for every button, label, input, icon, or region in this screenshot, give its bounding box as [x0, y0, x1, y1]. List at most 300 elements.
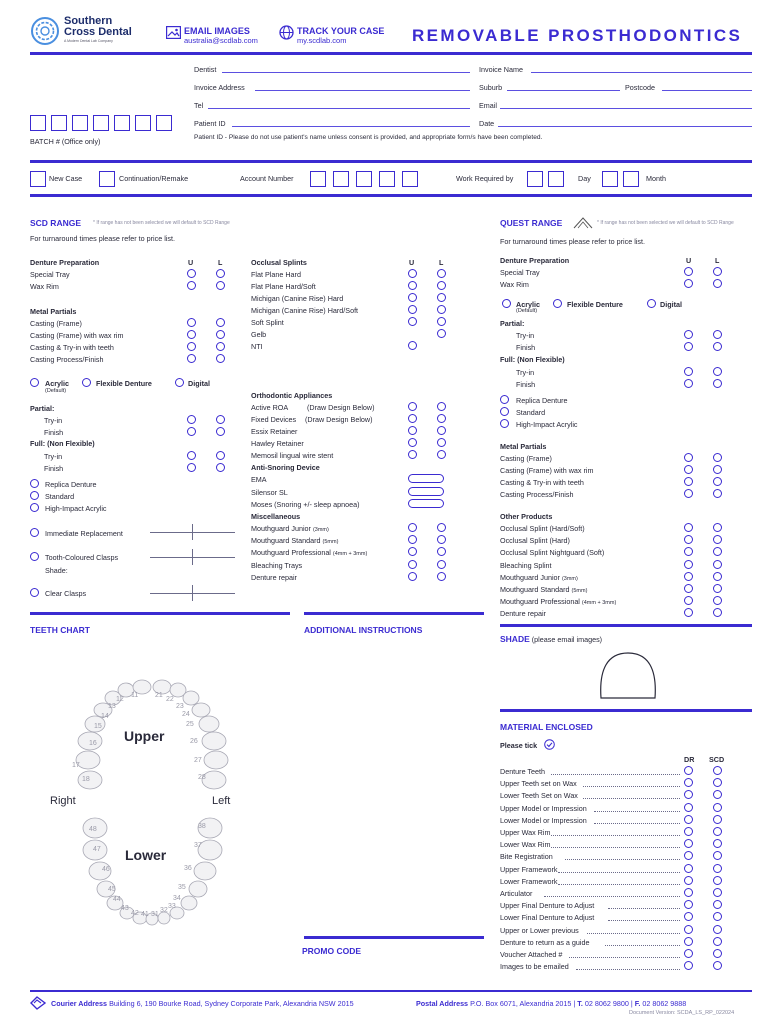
occ-nti: NTI: [251, 342, 263, 351]
month-box-2[interactable]: [623, 171, 639, 187]
scd-partial-finish-u[interactable]: [187, 427, 196, 436]
scd-casting-frame-u[interactable]: [187, 318, 196, 327]
quest-os-night: Occlusal Splint Nightguard (Soft): [500, 548, 605, 557]
scd-shade-label: Shade:: [45, 566, 68, 575]
quest-standard-radio[interactable]: [500, 407, 509, 416]
material-item-label: Lower Final Denture to Adjust: [500, 913, 595, 923]
quest-acrylic-radio[interactable]: [502, 299, 511, 308]
occ-soft-splint-u[interactable]: [408, 317, 417, 326]
material-item-dr-checkbox[interactable]: [684, 925, 693, 934]
promo-code-field[interactable]: [380, 944, 484, 958]
scd-casting-finish-l[interactable]: [216, 354, 225, 363]
quest-partial-tryin-u[interactable]: [684, 330, 693, 339]
invoice-address-label: Invoice Address: [194, 83, 245, 92]
quest-repair-l[interactable]: [713, 608, 722, 617]
material-item-dr-checkbox[interactable]: [684, 949, 693, 958]
misc-heading: Miscellaneous: [251, 512, 301, 521]
ortho-heading: Orthodontic Appliances: [251, 391, 333, 400]
misc-mg-pro: Mouthguard Professional (4mm + 3mm): [251, 548, 368, 557]
tooth-25: 25: [186, 721, 194, 728]
material-item-scd-checkbox[interactable]: [713, 839, 722, 848]
quest-u-heading: U: [686, 256, 692, 265]
misc-mg-junior-u[interactable]: [408, 523, 417, 532]
quest-mg-junior-u[interactable]: [684, 572, 693, 581]
quest-os-hard-soft-l[interactable]: [713, 523, 722, 532]
quest-partial-tryin-l[interactable]: [713, 330, 722, 339]
quest-mg-standard-l[interactable]: [713, 584, 722, 593]
material-item-scd-checkbox[interactable]: [713, 778, 722, 787]
quest-mg-standard: Mouthguard Standard (5mm): [500, 585, 588, 594]
material-item-dr-checkbox[interactable]: [684, 851, 693, 860]
ortho-memosil-l[interactable]: [437, 450, 446, 459]
quest-logo-icon: [572, 216, 594, 230]
track-globe-icon: [279, 25, 294, 40]
material-item-dr-checkbox[interactable]: [684, 827, 693, 836]
tooth-22: 22: [166, 696, 174, 703]
quest-os-hard-l[interactable]: [713, 535, 722, 544]
email-images-label: EMAIL IMAGES: [184, 26, 250, 36]
scd-special-tray-l[interactable]: [216, 269, 225, 278]
scd-high-impact-radio[interactable]: [30, 503, 39, 512]
month-box-1[interactable]: [602, 171, 618, 187]
scd-flexible-radio[interactable]: [82, 378, 91, 387]
material-item-dr-checkbox[interactable]: [684, 790, 693, 799]
ortho-memosil-u[interactable]: [408, 450, 417, 459]
scd-casting-frame: Casting (Frame): [30, 319, 82, 328]
occ-mich-hard-soft-u[interactable]: [408, 305, 417, 314]
patient-id-field[interactable]: [232, 126, 470, 127]
quest-mg-pro-u[interactable]: [684, 596, 693, 605]
ortho-memosil: Memosil lingual wire stent: [251, 451, 334, 460]
tooth-11: 11: [131, 692, 139, 699]
date-field[interactable]: [498, 126, 752, 127]
scd-wax-rim-u[interactable]: [187, 281, 196, 290]
left-label: Left: [212, 795, 231, 807]
quest-casting-frame-l[interactable]: [713, 453, 722, 462]
scd-full-finish: Finish: [44, 464, 64, 473]
occ-mich-hard-u[interactable]: [408, 293, 417, 302]
quest-turnaround: For turnaround times please refer to price list.: [500, 237, 646, 246]
tel-field[interactable]: [208, 108, 470, 109]
ortho-fixed-l[interactable]: [437, 414, 446, 423]
suburb-field[interactable]: [507, 90, 620, 91]
material-item-dr-checkbox[interactable]: [684, 876, 693, 885]
work-required-label: Work Required by: [456, 174, 514, 183]
quest-casting-wax-u[interactable]: [684, 465, 693, 474]
quest-repair-u[interactable]: [684, 608, 693, 617]
image-icon: [166, 26, 181, 39]
material-item-dotline: [551, 774, 680, 775]
day-box-2[interactable]: [548, 171, 564, 187]
tooth-35: 35: [178, 884, 186, 891]
additional-instructions-area[interactable]: [304, 640, 484, 932]
misc-bleaching-l[interactable]: [437, 560, 446, 569]
account-box-1[interactable]: [310, 171, 326, 187]
material-item-dr-checkbox[interactable]: [684, 912, 693, 921]
quest-bleaching-l[interactable]: [713, 560, 722, 569]
tooth-23: 23: [176, 703, 184, 710]
tooth-15: 15: [94, 723, 102, 730]
material-item-scd-checkbox[interactable]: [713, 815, 722, 824]
batch-box-5[interactable]: [114, 115, 130, 131]
scd-partial-tryin-l[interactable]: [216, 415, 225, 424]
quest-special-tray-u[interactable]: [684, 267, 693, 276]
account-number-label: Account Number: [240, 174, 294, 183]
suburb-label: Suburb: [479, 83, 503, 92]
quest-range-note: * If range has not been selected we will default to SCD Range: [597, 220, 734, 226]
misc-mg-junior: Mouthguard Junior (3mm): [251, 524, 329, 533]
occ-soft-splint: Soft Splint: [251, 318, 284, 327]
quest-partial-finish: Finish: [516, 343, 536, 352]
occ-nti-u[interactable]: [408, 341, 417, 350]
material-item-scd-checkbox[interactable]: [713, 937, 722, 946]
material-item-label: Lower Teeth Set on Wax: [500, 791, 578, 801]
quest-os-night-l[interactable]: [713, 547, 722, 556]
material-item-dr-checkbox[interactable]: [684, 888, 693, 897]
scd-immediate-label: Immediate Replacement: [45, 529, 123, 538]
material-item-label: Images to be emailed: [500, 962, 569, 972]
quest-casting-tryin-l[interactable]: [713, 477, 722, 486]
quest-full-tryin-l[interactable]: [713, 367, 722, 376]
ortho-hawley-u[interactable]: [408, 438, 417, 447]
postcode-field[interactable]: [662, 90, 752, 91]
email-images-link[interactable]: australia@scdlab.com: [184, 36, 258, 45]
quest-high-impact-label: High-Impact Acrylic: [516, 420, 578, 429]
ortho-hawley-l[interactable]: [437, 438, 446, 447]
scd-acrylic-radio[interactable]: [30, 378, 39, 387]
dentist-field[interactable]: [222, 72, 470, 73]
scd-casting-tryin-l[interactable]: [216, 342, 225, 351]
promo-code-title: PROMO CODE: [302, 946, 362, 956]
tooth-42: 42: [131, 910, 139, 917]
batch-label: BATCH # (Office only): [30, 137, 101, 146]
material-item-dotline: [576, 969, 680, 970]
material-item-label: Denture to return as a guide: [500, 937, 590, 947]
material-item-dotline: [594, 823, 680, 824]
quest-wax-rim: Wax Rim: [500, 280, 529, 289]
scd-wax-rim: Wax Rim: [30, 282, 59, 291]
misc-bleaching-u[interactable]: [408, 560, 417, 569]
material-item-scd-checkbox[interactable]: [713, 961, 722, 970]
misc-bleaching: Bleaching Trays: [251, 561, 303, 570]
material-item-dr-checkbox[interactable]: [684, 864, 693, 873]
account-box-4[interactable]: [379, 171, 395, 187]
material-item-dr-checkbox[interactable]: [684, 766, 693, 775]
quest-full-finish-l[interactable]: [713, 379, 722, 388]
ortho-active-roa-u[interactable]: [408, 402, 417, 411]
quest-digital-radio[interactable]: [647, 299, 656, 308]
track-case-label: TRACK YOUR CASE: [297, 26, 385, 36]
material-scd-heading: SCD: [709, 755, 725, 764]
quest-acrylic-label: Acrylic: [516, 300, 540, 309]
quest-os-hard-u[interactable]: [684, 535, 693, 544]
ortho-essix-l[interactable]: [437, 426, 446, 435]
material-item-scd-checkbox[interactable]: [713, 851, 722, 860]
scd-standard-label: Standard: [45, 492, 75, 501]
logo-globe-icon: [30, 16, 60, 46]
track-case-link[interactable]: my.scdlab.com: [297, 36, 347, 45]
batch-box-6[interactable]: [135, 115, 151, 131]
tooth-13: 13: [108, 703, 116, 710]
quest-mg-junior-l[interactable]: [713, 572, 722, 581]
occ-flat-hard-u[interactable]: [408, 269, 417, 278]
material-item-scd-checkbox[interactable]: [713, 900, 722, 909]
tooth-32: 32: [160, 907, 168, 914]
anti-snoring-moses-option[interactable]: [408, 499, 444, 508]
material-item-dr-checkbox[interactable]: [684, 900, 693, 909]
promo-divider: [304, 936, 484, 939]
material-item-scd-checkbox[interactable]: [713, 803, 722, 812]
quest-wax-rim-l[interactable]: [713, 279, 722, 288]
shade-tooth-diagram[interactable]: [597, 650, 659, 702]
tooth-43: 43: [121, 905, 129, 912]
scd-flexible-label: Flexible Denture: [96, 379, 152, 388]
shade-divider: [500, 624, 752, 627]
scd-casting-finish-u[interactable]: [187, 354, 196, 363]
scd-full-tryin: Try-in: [44, 452, 63, 461]
occ-mich-hard-soft-l[interactable]: [437, 305, 446, 314]
scd-immediate-radio[interactable]: [30, 528, 39, 537]
misc-repair-l[interactable]: [437, 572, 446, 581]
scd-full-tryin-l[interactable]: [216, 451, 225, 460]
material-item-dr-checkbox[interactable]: [684, 961, 693, 970]
account-box-3[interactable]: [356, 171, 372, 187]
material-item-label: Upper Final Denture to Adjust: [500, 901, 595, 911]
case-divider: [30, 194, 752, 197]
quest-metal-partials-heading: Metal Partials: [500, 442, 547, 451]
quest-full-finish-u[interactable]: [684, 379, 693, 388]
tooth-18: 18: [82, 776, 90, 783]
quest-other-heading: Other Products: [500, 512, 553, 521]
material-item-dotline: [551, 835, 680, 836]
misc-repair: Denture repair: [251, 573, 297, 582]
invoice-address-field[interactable]: [255, 90, 470, 91]
upper-label: Upper: [124, 728, 165, 744]
quest-standard-label: Standard: [516, 408, 546, 417]
scd-u-heading: U: [188, 258, 194, 267]
quest-replica-radio[interactable]: [500, 395, 509, 404]
quest-casting-finish-l[interactable]: [713, 489, 722, 498]
material-item-scd-checkbox[interactable]: [713, 888, 722, 897]
material-item-scd-checkbox[interactable]: [713, 876, 722, 885]
tooth-48: 48: [89, 826, 97, 833]
quest-os-hard-soft-u[interactable]: [684, 523, 693, 532]
tooth-38: 38: [198, 823, 206, 830]
batch-box-3[interactable]: [72, 115, 88, 131]
quest-partial-finish-u[interactable]: [684, 342, 693, 351]
scd-casting-wax-l[interactable]: [216, 330, 225, 339]
email-field[interactable]: [500, 108, 752, 109]
occ-soft-splint-l[interactable]: [437, 317, 446, 326]
quest-special-tray-l[interactable]: [713, 267, 722, 276]
material-item-scd-checkbox[interactable]: [713, 827, 722, 836]
quest-flexible-label: Flexible Denture: [567, 300, 623, 309]
scd-standard-radio[interactable]: [30, 491, 39, 500]
scd-special-tray: Special Tray: [30, 270, 70, 279]
scd-immediate-divider: [192, 524, 193, 540]
tel-label: Tel: [194, 101, 204, 110]
quest-wax-rim-u[interactable]: [684, 279, 693, 288]
ortho-fixed: Fixed Devices: [251, 415, 297, 424]
quest-full-heading: Full: (Non Flexible): [500, 355, 565, 364]
material-item-dotline: [569, 957, 680, 958]
scd-casting-frame-l[interactable]: [216, 318, 225, 327]
scd-full-finish-l[interactable]: [216, 463, 225, 472]
account-box-5[interactable]: [402, 171, 418, 187]
tooth-17: 17: [72, 762, 80, 769]
anti-snoring-silensor: Silensor SL: [251, 488, 288, 497]
material-item-scd-checkbox[interactable]: [713, 925, 722, 934]
material-item-label: Upper Teeth set on Wax: [500, 779, 577, 789]
teeth-chart-title: TEETH CHART: [30, 625, 90, 635]
ortho-fixed-u[interactable]: [408, 414, 417, 423]
quest-full-finish: Finish: [516, 380, 536, 389]
batch-box-2[interactable]: [51, 115, 67, 131]
material-item-dotline: [565, 859, 680, 860]
scd-acrylic-default: (Default): [45, 388, 67, 394]
quest-full-tryin-u[interactable]: [684, 367, 693, 376]
quest-bleaching-u[interactable]: [684, 560, 693, 569]
misc-mg-junior-l[interactable]: [437, 523, 446, 532]
occ-flat-hard: Flat Plane Hard: [251, 270, 301, 279]
material-item-dr-checkbox[interactable]: [684, 815, 693, 824]
scd-partial-tryin: Try-in: [44, 416, 63, 425]
occ-gelb: Gelb: [251, 330, 267, 339]
material-item-dotline: [558, 884, 680, 885]
scd-special-tray-u[interactable]: [187, 269, 196, 278]
material-item-dotline: [551, 847, 680, 848]
occ-flat-hard-soft-u[interactable]: [408, 281, 417, 290]
scd-wax-rim-l[interactable]: [216, 281, 225, 290]
quest-mg-standard-u[interactable]: [684, 584, 693, 593]
material-item-label: Voucher Attached #: [500, 950, 563, 959]
scd-tooth-clasps-radio[interactable]: [30, 552, 39, 561]
ortho-active-roa-l[interactable]: [437, 402, 446, 411]
quest-casting-frame-u[interactable]: [684, 453, 693, 462]
material-item-label: Lower Framework: [500, 876, 558, 886]
misc-mg-standard-l[interactable]: [437, 535, 446, 544]
tooth-31: 31: [151, 911, 159, 918]
misc-mg-pro-u[interactable]: [408, 547, 417, 556]
quest-partial-finish-l[interactable]: [713, 342, 722, 351]
tooth-21: 21: [155, 692, 163, 699]
material-item-label: Upper Model or Impression: [500, 803, 587, 813]
scd-clear-clasps-radio[interactable]: [30, 588, 39, 597]
occ-gelb-l[interactable]: [437, 329, 446, 338]
day-box-1[interactable]: [527, 171, 543, 187]
material-item-label: Upper Wax Rim: [500, 828, 551, 837]
scd-full-tryin-u[interactable]: [187, 451, 196, 460]
occ-mich-hard-soft: Michigan (Canine Rise) Hard/Soft: [251, 306, 359, 315]
tooth-27: 27: [194, 757, 202, 764]
material-item-dotline: [605, 945, 680, 946]
anti-snoring-ema-option[interactable]: [408, 474, 444, 483]
quest-os-night-u[interactable]: [684, 547, 693, 556]
batch-box-1[interactable]: [30, 115, 46, 131]
material-item-dr-checkbox[interactable]: [684, 803, 693, 812]
material-item-scd-checkbox[interactable]: [713, 949, 722, 958]
continuation-checkbox[interactable]: [99, 171, 115, 187]
misc-mg-standard-u[interactable]: [408, 535, 417, 544]
postcode-label: Postcode: [625, 83, 655, 92]
check-circle-icon: [544, 739, 555, 750]
scd-casting-wax-u[interactable]: [187, 330, 196, 339]
material-item-scd-checkbox[interactable]: [713, 766, 722, 775]
shade-title-row: [500, 634, 602, 644]
anti-snoring-silensor-option[interactable]: [408, 487, 444, 496]
tooth-41: 41: [141, 911, 149, 918]
quest-high-impact-radio[interactable]: [500, 419, 509, 428]
occ-mich-hard: Michigan (Canine Rise) Hard: [251, 294, 344, 303]
quest-casting-wax-l[interactable]: [713, 465, 722, 474]
material-item-dotline: [608, 920, 680, 921]
occlusal-heading: Occlusal Splints: [251, 258, 307, 267]
quest-os-hard: Occlusal Splint (Hard): [500, 536, 570, 545]
quest-bleaching: Bleaching Splint: [500, 561, 552, 570]
material-item-dr-checkbox[interactable]: [684, 778, 693, 787]
quest-casting-finish-u[interactable]: [684, 489, 693, 498]
material-item-label: Denture Teeth: [500, 767, 546, 776]
scd-partial-finish-l[interactable]: [216, 427, 225, 436]
scd-turnaround: For turnaround times please refer to price list.: [30, 234, 176, 243]
occ-flat-hard-soft-l[interactable]: [437, 281, 446, 290]
ortho-essix-u[interactable]: [408, 426, 417, 435]
scd-partial-finish: Finish: [44, 428, 64, 437]
invoice-name-field[interactable]: [531, 72, 752, 73]
occ-mich-hard-l[interactable]: [437, 293, 446, 302]
quest-mg-pro: Mouthguard Professional (4mm + 3mm): [500, 597, 617, 606]
scd-replica-radio[interactable]: [30, 479, 39, 488]
quest-full-tryin: Try-in: [516, 368, 535, 377]
tooth-12: 12: [116, 696, 124, 703]
quest-os-hard-soft: Occlusal Splint (Hard/Soft): [500, 524, 585, 533]
material-item-dotline: [544, 896, 680, 897]
quest-mg-pro-l[interactable]: [713, 596, 722, 605]
scd-full-finish-u[interactable]: [187, 463, 196, 472]
material-item-dr-checkbox[interactable]: [684, 937, 693, 946]
material-divider: [500, 709, 752, 712]
scd-metal-partials-heading: Metal Partials: [30, 307, 77, 316]
brand-sub: A Modern Dental Lab Company: [64, 39, 113, 43]
material-item-scd-checkbox[interactable]: [713, 912, 722, 921]
scd-replica-label: Replica Denture: [45, 480, 97, 489]
material-item-dotline: [583, 798, 680, 799]
account-box-2[interactable]: [333, 171, 349, 187]
material-item-scd-checkbox[interactable]: [713, 864, 722, 873]
new-case-checkbox[interactable]: [30, 171, 46, 187]
scd-casting-tryin-u[interactable]: [187, 342, 196, 351]
scd-partial-tryin-u[interactable]: [187, 415, 196, 424]
batch-box-4[interactable]: [93, 115, 109, 131]
occ-flat-hard-l[interactable]: [437, 269, 446, 278]
occlusal-u-heading: U: [409, 258, 415, 267]
shade-title: SHADE: [500, 634, 530, 644]
scd-full-heading: Full: (Non Flexible): [30, 439, 95, 448]
ortho-hawley: Hawley Retainer: [251, 439, 304, 448]
quest-flexible-radio[interactable]: [553, 299, 562, 308]
misc-repair-u[interactable]: [408, 572, 417, 581]
ortho-fixed-note: (Draw Design Below): [305, 415, 373, 424]
material-item-scd-checkbox[interactable]: [713, 790, 722, 799]
quest-casting-tryin-u[interactable]: [684, 477, 693, 486]
scd-digital-radio[interactable]: [175, 378, 184, 387]
material-item-dr-checkbox[interactable]: [684, 839, 693, 848]
additional-instructions-title: ADDITIONAL INSTRUCTIONS: [304, 625, 423, 635]
misc-mg-pro-l[interactable]: [437, 547, 446, 556]
batch-box-7[interactable]: [156, 115, 172, 131]
scd-clear-clasps-label: Clear Clasps: [45, 589, 87, 598]
scd-range-note: * If range has not been selected we will default to SCD Range: [93, 220, 230, 226]
